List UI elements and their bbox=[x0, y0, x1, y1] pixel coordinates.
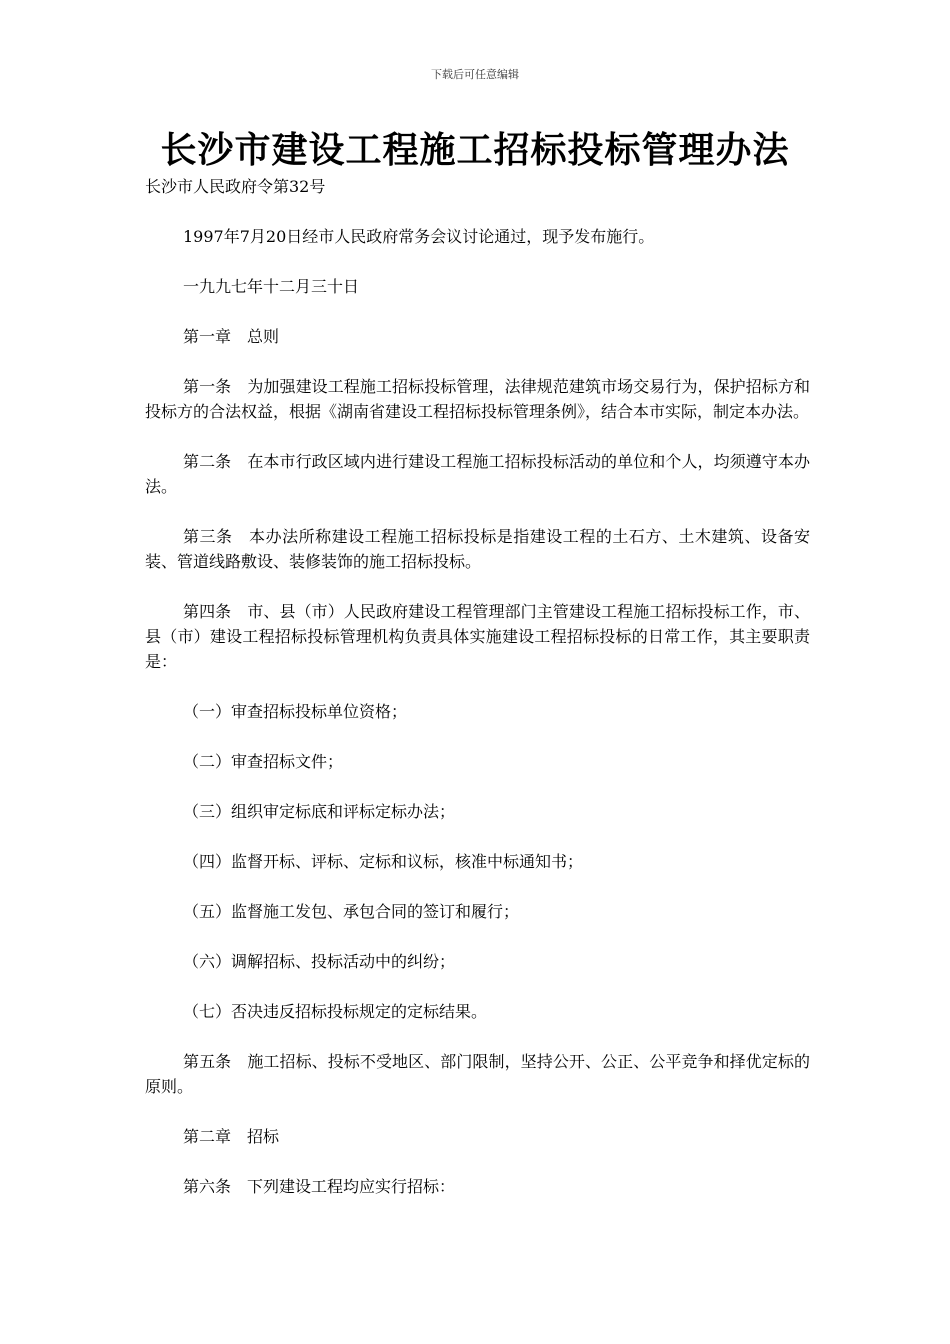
list-item-text: （三）组织审定标底和评标定标办法； bbox=[183, 802, 456, 821]
chapter-title: 招标 bbox=[247, 1127, 280, 1146]
chapter-number: 第一章 bbox=[183, 327, 232, 346]
article bbox=[145, 524, 810, 574]
article-number: 第二条 bbox=[183, 452, 232, 471]
article-text: 在本市行政区域内进行建设工程施工招标投标活动的单位和个人，均须遵守本办法。 bbox=[145, 452, 810, 496]
chapter-number: 第二章 bbox=[183, 1127, 232, 1146]
article bbox=[145, 374, 810, 424]
list-item bbox=[145, 699, 810, 724]
list-item-text: （七）否决违反招标投标规定的定标结果。 bbox=[183, 1002, 488, 1021]
article-text: 施工招标、投标不受地区、部门限制，坚持公开、公正、公平竞争和择优定标的原则。 bbox=[145, 1052, 810, 1096]
document-subtitle: 长沙市人民政府令第32号 bbox=[145, 177, 326, 196]
paragraph bbox=[145, 274, 810, 299]
list-item-text: （五）监督施工发包、承包合同的签订和履行； bbox=[183, 902, 520, 921]
article-number: 第四条 bbox=[183, 602, 232, 621]
paragraph-text: 一九九七年十二月三十日 bbox=[183, 277, 360, 296]
list-item bbox=[145, 899, 810, 924]
document-title: 长沙市建设工程施工招标投标管理办法 bbox=[160, 129, 790, 171]
article-number: 第五条 bbox=[183, 1052, 232, 1071]
list-item-text: （六）调解招标、投标活动中的纠纷； bbox=[183, 952, 456, 971]
article-number: 第一条 bbox=[183, 377, 232, 396]
paragraph bbox=[145, 224, 810, 249]
article-text: 下列建设工程均应实行招标： bbox=[247, 1177, 456, 1196]
paragraph-text: 1997年7月20日经市人民政府常务会议讨论通过，现予发布施行。 bbox=[183, 227, 655, 246]
list-item bbox=[145, 849, 810, 874]
article-number: 第三条 bbox=[183, 527, 233, 546]
list-item bbox=[145, 949, 810, 974]
list-item bbox=[145, 749, 810, 774]
article-text: 市、县（市）人民政府建设工程管理部门主管建设工程施工招标投标工作，市、县（市）建设工程招标投标管理机构负责具体实施建设工程招标投标的日常工作，其主要职责是： bbox=[145, 602, 810, 671]
chapter-heading bbox=[145, 1124, 810, 1149]
article bbox=[145, 449, 810, 499]
chapter-heading bbox=[145, 324, 810, 349]
list-item bbox=[145, 999, 810, 1024]
document-body bbox=[145, 224, 810, 1224]
header-note: 下载后可任意编辑 bbox=[431, 68, 519, 81]
list-item-text: （二）审查招标文件； bbox=[183, 752, 344, 771]
article bbox=[145, 1049, 810, 1099]
article bbox=[145, 1174, 810, 1199]
chapter-title: 总则 bbox=[247, 327, 280, 346]
article-number: 第六条 bbox=[183, 1177, 232, 1196]
list-item bbox=[145, 799, 810, 824]
article-text: 本办法所称建设工程施工招标投标是指建设工程的土石方、土木建筑、设备安装、管道线路敷设、装修装饰的施工招标投标。 bbox=[145, 527, 810, 571]
list-item-text: （一）审查招标投标单位资格； bbox=[183, 702, 408, 721]
list-item-text: （四）监督开标、评标、定标和议标，核准中标通知书； bbox=[183, 852, 584, 871]
article bbox=[145, 599, 810, 674]
article-text: 为加强建设工程施工招标投标管理，法律规范建筑市场交易行为，保护招标方和投标方的合法权益，根据《湖南省建设工程招标投标管理条例》，结合本市实际，制定本办法。 bbox=[145, 377, 810, 421]
